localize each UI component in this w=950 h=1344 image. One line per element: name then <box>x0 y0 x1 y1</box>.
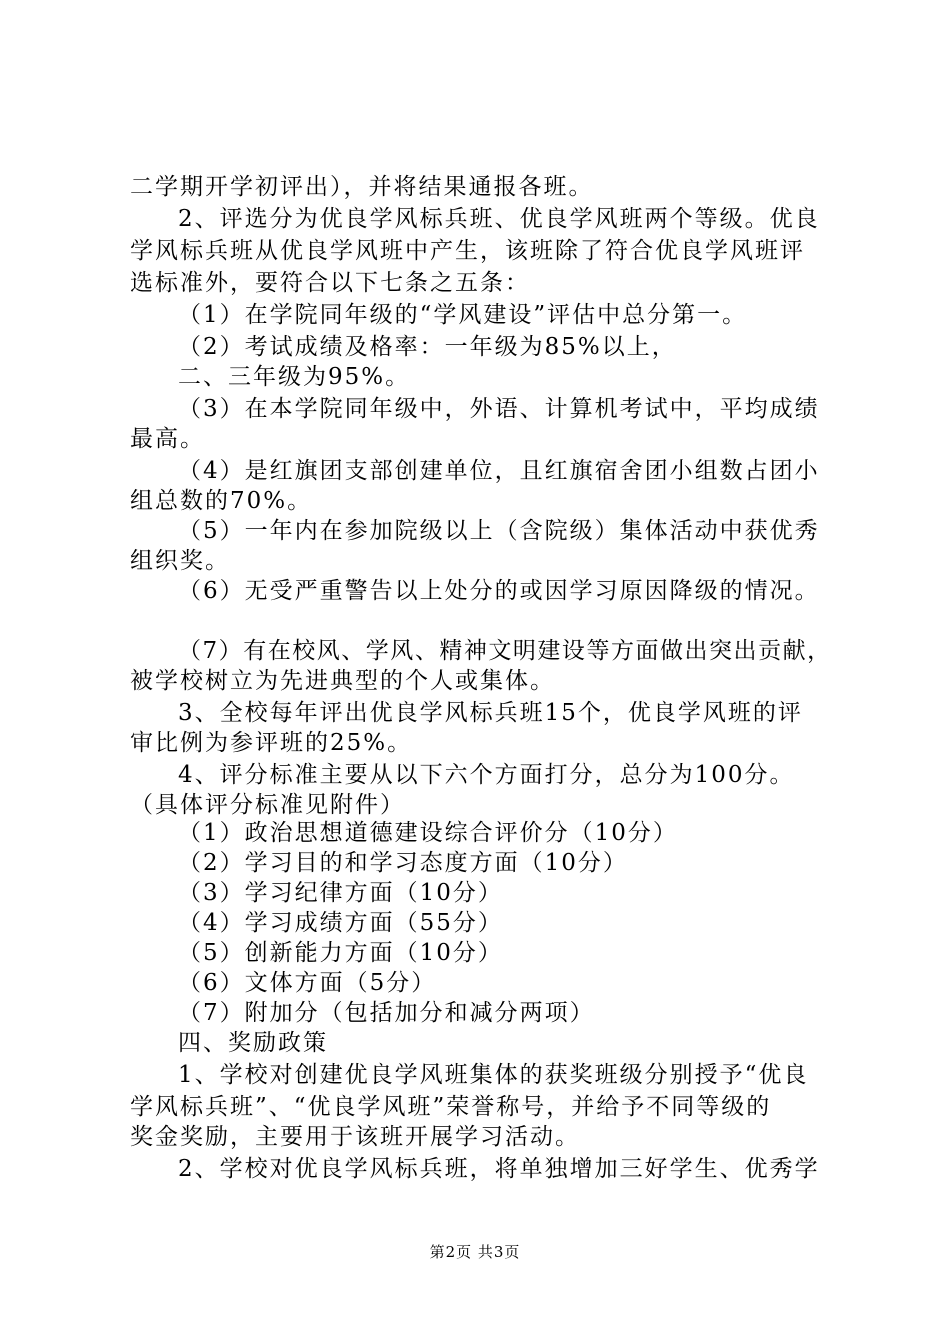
section-heading-rewards: 四、奖励政策 <box>178 1030 328 1056</box>
text-line-8: （3）在本学院同年级中，外语、计算机考试中，平均成绩 <box>178 396 820 422</box>
text-line-19: 4、评分标准主要从以下六个方面打分，总分为100分。 <box>178 762 795 788</box>
text-line-29: 1、学校对创建优良学风班集体的获奖班级分别授予“优良 <box>178 1062 809 1088</box>
text-line-25: （5）创新能力方面（10分） <box>178 940 503 966</box>
text-line-2: 2、评选分为优良学风标兵班、优良学风班两个等级。优良 <box>178 206 820 232</box>
text-line-3: 学风标兵班从优良学风班中产生，该班除了符合优良学风班评 <box>130 238 805 264</box>
text-line-18: 审比例为参评班的25%。 <box>130 730 413 756</box>
text-line-21: （1）政治思想道德建设综合评价分（10分） <box>178 820 678 846</box>
text-line-13: 组织奖。 <box>130 548 230 574</box>
text-line-32: 2、学校对优良学风标兵班，将单独增加三好学生、优秀学 <box>178 1156 820 1182</box>
text-line-26: （6）文体方面（5分） <box>178 970 437 996</box>
text-line-11: 组总数的70%。 <box>130 488 313 514</box>
text-line-6: （2）考试成绩及格率：一年级为85%以上， <box>178 334 677 360</box>
text-line-9: 最高。 <box>130 426 205 452</box>
page-number-footer: 第2页 共3页 <box>429 1243 521 1261</box>
text-line-23: （3）学习纪律方面（10分） <box>178 880 503 906</box>
text-line-17: 3、全校每年评出优良学风标兵班15个，优良学风班的评 <box>178 700 803 726</box>
text-line-7: 二、三年级为95%。 <box>178 364 411 390</box>
text-line-20: （具体评分标准见附件） <box>130 792 405 818</box>
text-line-22: （2）学习目的和学习态度方面（10分） <box>178 850 628 876</box>
text-line-16: 被学校树立为先进典型的个人或集体。 <box>130 668 555 694</box>
text-line-12: （5）一年内在参加院级以上（含院级）集体活动中获优秀 <box>178 518 820 544</box>
text-line-10: （4）是红旗团支部创建单位，且红旗宿舍团小组数占团小 <box>178 458 820 484</box>
text-line-31: 奖金奖励，主要用于该班开展学习活动。 <box>130 1124 580 1150</box>
text-line-27: （7）附加分（包括加分和减分两项） <box>178 1000 595 1026</box>
text-line-30: 学风标兵班”、“优良学风班”荣誉称号，并给予不同等级的 <box>130 1094 772 1120</box>
text-line-15: （7）有在校风、学风、精神文明建设等方面做出突出贡献， <box>178 638 832 664</box>
text-line-1: 二学期开学初评出），并将结果通报各班。 <box>130 174 594 200</box>
text-line-14: （6）无受严重警告以上处分的或因学习原因降级的情况。 <box>178 578 820 604</box>
text-line-4: 选标准外，要符合以下七条之五条： <box>130 270 530 296</box>
text-line-24: （4）学习成绩方面（55分） <box>178 910 503 936</box>
text-line-5: （1）在学院同年级的“学风建设”评估中总分第一。 <box>178 302 748 328</box>
